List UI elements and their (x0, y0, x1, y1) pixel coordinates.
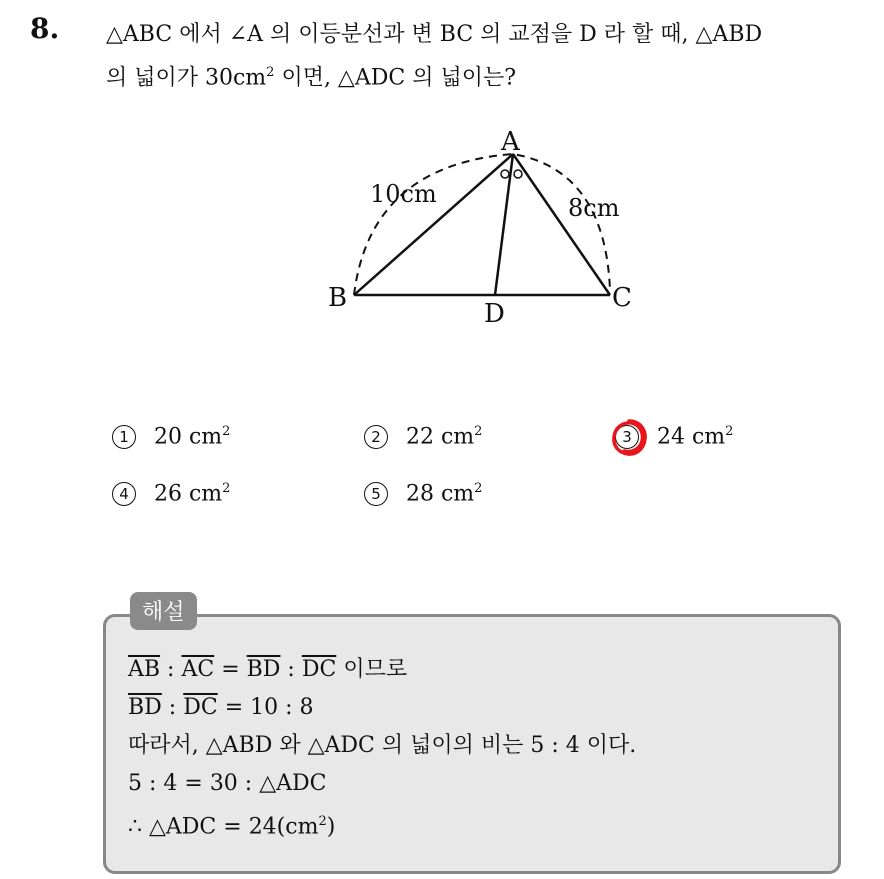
solution-line-3: 따라서, △ABD 와 △ADC 의 넓이의 비는 5 : 4 이다. (128, 733, 637, 758)
choice-number-2: 2 (364, 425, 388, 449)
angle-mark-2 (514, 170, 522, 178)
triangle-figure (300, 120, 660, 340)
solution-text (128, 651, 636, 846)
label-AB-length: 10cm (370, 180, 437, 208)
answer-mark-icon (608, 417, 650, 459)
choice-value-3: 24 $cm^2$ (657, 424, 734, 450)
bisector-AD (495, 154, 513, 295)
question-number: 8. (30, 12, 60, 45)
angle-mark-1 (501, 170, 509, 178)
choice-1[interactable] (112, 424, 230, 449)
choice-value-1: 20 $cm^2$ (154, 424, 231, 450)
label-D: D (484, 299, 505, 329)
dashed-arc (354, 154, 610, 295)
choice-number-5: 5 (364, 482, 388, 506)
choice-number-1: 1 (112, 425, 136, 449)
question-line-2: 의 넓이가 $30cm^2$ 이면, △ADC 의 넓이는? (106, 65, 517, 91)
label-C: C (612, 283, 632, 313)
solution-line-2: $\overline{BD}$ : $\overline{DC} = 10$ : 8 (128, 695, 314, 720)
choice-5[interactable] (364, 481, 482, 506)
label-A: A (501, 127, 520, 157)
choice-value-4: 26 $cm^2$ (154, 481, 231, 507)
side-AC (513, 154, 610, 295)
choice-number-3: 3 (615, 425, 639, 449)
choice-number-4: 4 (112, 482, 136, 506)
solution-line-1: $\overline{AB}$ : $\overline{AC} = \overline{BD}$ : $\overline{DC}$ 이므로 (128, 657, 408, 682)
choice-3[interactable] (615, 424, 733, 449)
solution-line-5: ∴ △ADC = $24(cm^2)$ (128, 814, 336, 840)
triangle-diagram (300, 120, 660, 340)
solution-box (103, 614, 841, 874)
choice-4[interactable] (112, 481, 230, 506)
choice-value-2: 22 $cm^2$ (406, 424, 483, 450)
label-AC-length: 8cm (568, 194, 620, 222)
solution-tag: 해설 (130, 592, 197, 630)
choice-value-5: 28 $cm^2$ (406, 481, 483, 507)
question-line-1: △ABC 에서 ∠A 의 이등분선과 변 BC 의 교점을 D 라 할 때, △ABD (106, 22, 763, 47)
choice-2[interactable] (364, 424, 482, 449)
label-B: B (328, 283, 348, 313)
solution-line-4: 5 : 4 = 30 : △ADC (128, 771, 327, 796)
question-text (106, 16, 866, 97)
